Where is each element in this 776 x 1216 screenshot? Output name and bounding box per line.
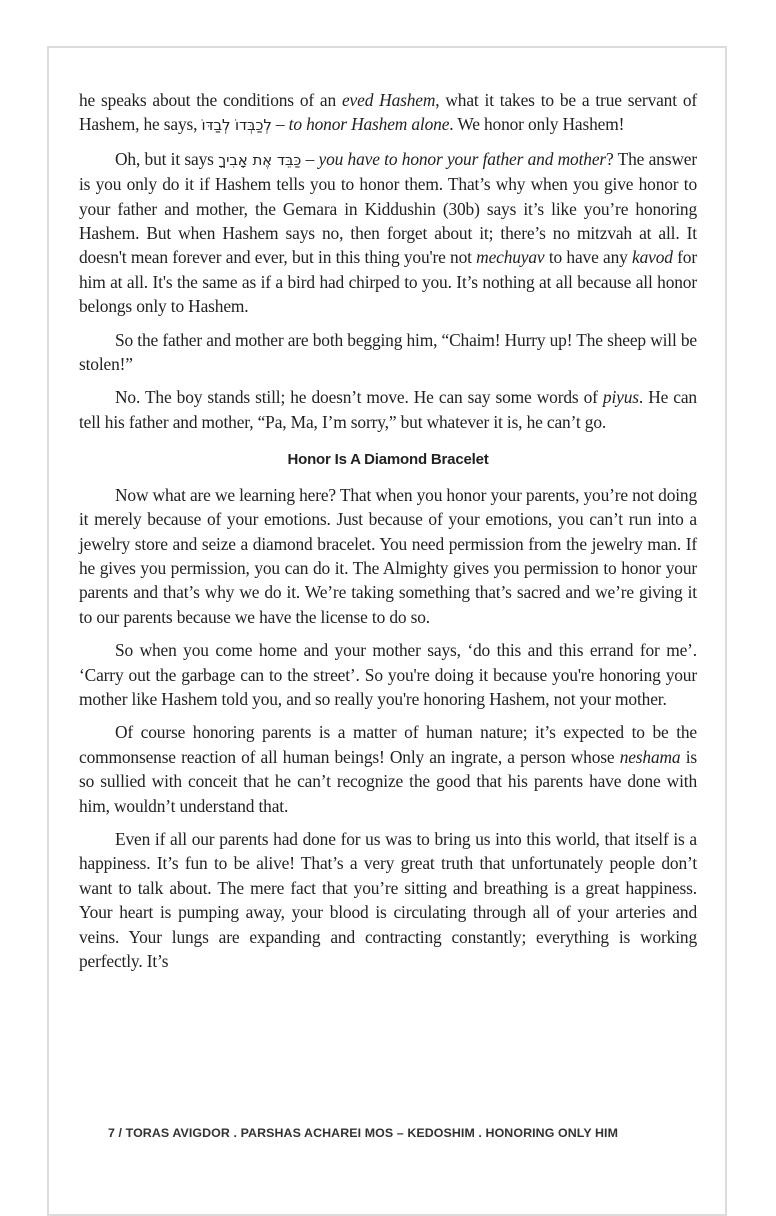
paragraph [79, 385, 697, 434]
text-run: – [301, 148, 319, 169]
text-run: . He can tell his father and mother, “Pa, Ma, I’m sorry,” but whatever it is, he can’t go. [79, 387, 697, 432]
text-run: Of course honoring parents is a matter of human nature; it’s expected to be the commonsense reaction of all human beings! Only an ingrate, a person whose [79, 722, 697, 767]
hebrew-quote: כַּבֵּד אֶת אָבִיךָ [218, 150, 302, 169]
body-text [79, 88, 697, 982]
text-run: – [271, 114, 289, 135]
text-run: he speaks about the conditions of an [79, 90, 342, 110]
text-run: for him at all. It's the same as if a bird had chirped to you. It’s nothing at all because all honor belongs only to Hashem. [79, 247, 697, 317]
paragraph [79, 483, 697, 629]
text-run: to have any [544, 247, 633, 268]
italic-term: mechuyav [476, 247, 545, 268]
paragraph [79, 720, 697, 818]
text-run: is so sullied with conceit that he can’t recognize the good that his parents have done with him, wouldn’t understand that. [79, 746, 697, 816]
paragraph [79, 88, 697, 138]
text-run: ? The answer is you only do it if Hashem tells you to honor them. That’s why when you give honor to your father and mother, the Gemara in Kiddushin (30b) says it’s like you’re honoring Hashem. But when Hashem says no, then forget about it; there’s no mitzvah at all. It doesn't mean forever and ever, but in this thing you're not [79, 148, 697, 268]
paragraph [79, 328, 697, 377]
paragraph [79, 147, 697, 319]
italic-term: piyus [602, 387, 639, 408]
italic-term: kavod [632, 247, 673, 268]
italic-term: eved Hashem [341, 90, 436, 110]
text-run: So the father and mother are both begging him, “Chaim! Hurry up! The sheep will be stolen!” [79, 329, 697, 375]
text-run: Even if all our parents had done for us was to bring us into this world, that itself is a happiness. It’s fun to be alive! That’s a very great truth that unfortunately people don’t want to talk about. The mere fact that you’re sitting and breathing is a great happiness. Your heart is pumping away, your blood is circulating through all of your arteries and veins. Your lungs are expanding and contracting constantly; everything is working perfectly. It’s [79, 828, 697, 971]
text-run: So when you come home and your mother says, ‘do this and this errand for me’. ‘Carry out the garbage can to the street’. So you're doing it because you're honoring your mother like Hashem told you, and so really you're honoring Hashem, not your mother. [79, 640, 697, 709]
text-run: Oh, but it says [115, 148, 219, 169]
text-run: . We honor only Hashem! [449, 114, 625, 135]
italic-term: you have to honor your father and mother [318, 148, 607, 169]
paragraph [79, 827, 697, 973]
text-run: Now what are we learning here? That when you honor your parents, you’re not doing it merely because of your emotions. Just because of your emotions, you can’t run into a jewelry store and seize a diamond bracelet. You need permission from the jewelry man. If he gives you permission, you can do it. The Almighty gives you permission to honor your parents and that’s why we do it. We’re taking something that’s sacred and we’re giving it to our parents because we have the license to do so. [79, 484, 698, 627]
hebrew-quote: לְכַבְּדוֹ לְבַדּוֹ [201, 116, 272, 135]
text-run: No. The boy stands still; he doesn’t move. He can say some words of [115, 387, 603, 408]
italic-term: neshama [619, 746, 681, 767]
text-run: , what it takes to be a true servant of Hashem, he says, [79, 90, 698, 135]
italic-term: to honor Hashem alone [288, 114, 450, 135]
paragraph [79, 638, 697, 711]
page-footer: 7 / TORAS AVIGDOR . PARSHAS ACHAREI MOS – KEDOSHIM . HONORING ONLY HIM [108, 1126, 619, 1140]
section-heading: Honor Is A Diamond Bracelet [287, 451, 489, 469]
